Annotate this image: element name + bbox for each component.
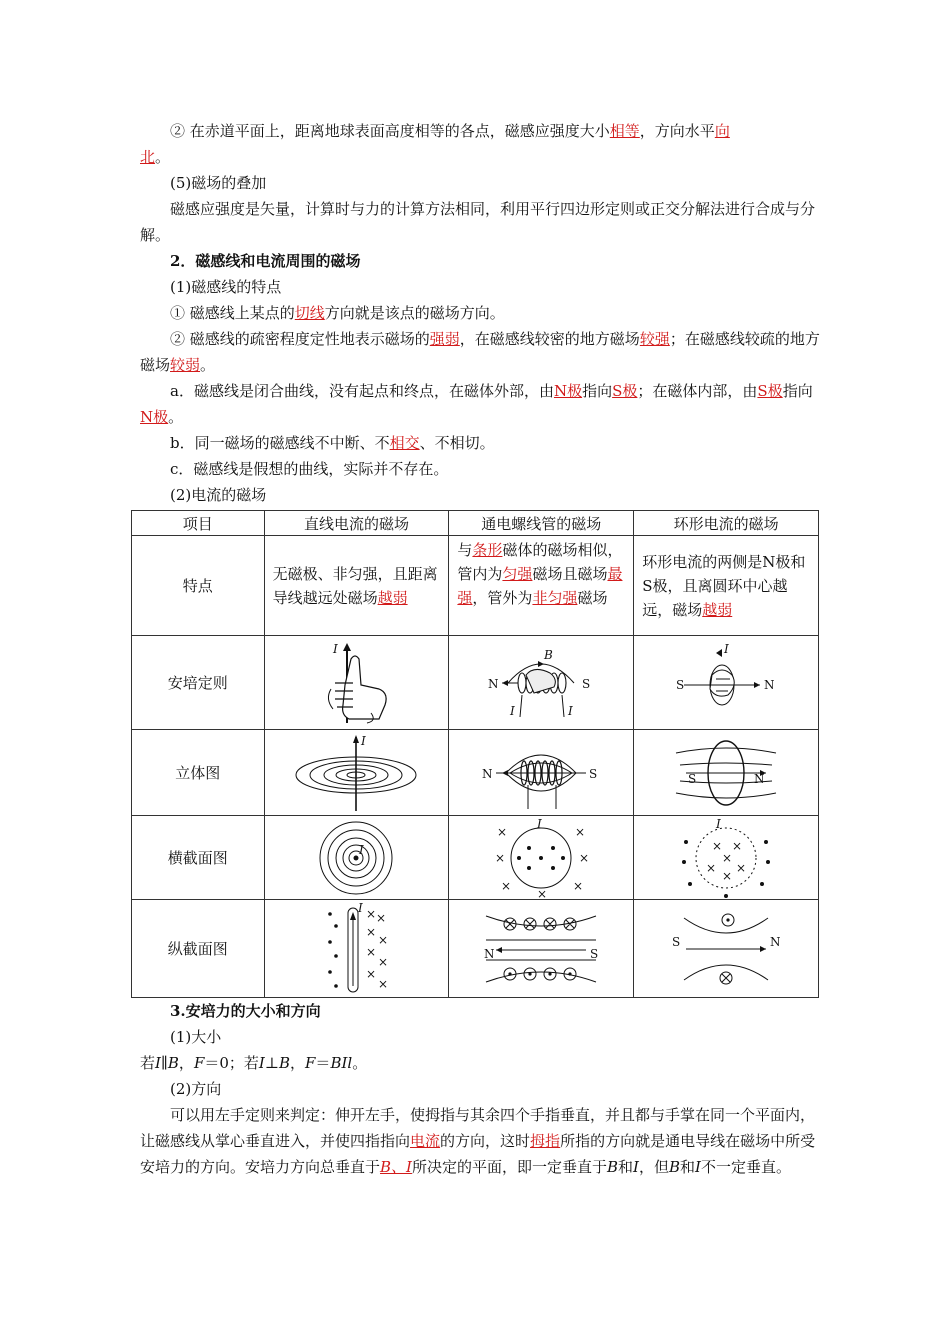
svg-text:I: I <box>358 901 364 915</box>
svg-text:N: N <box>482 766 493 781</box>
solenoid-3d-figure <box>476 733 606 813</box>
straight-wire-longitudinal-figure <box>306 902 406 996</box>
svg-text:×: × <box>501 878 512 893</box>
cell-loop-longitudinal <box>634 900 819 998</box>
svg-text:I: I <box>359 842 365 857</box>
svg-text:I: I <box>716 817 721 831</box>
cell-loop-features: 环形电流的两侧是N极和S极，且离圆环中心越远，磁场越弱 <box>634 536 819 636</box>
svg-text:S: S <box>590 946 599 961</box>
svg-text:S: S <box>672 934 681 949</box>
cell-loop-3d <box>634 730 819 816</box>
svg-text:×: × <box>366 906 377 921</box>
cell-solenoid-ampere <box>449 636 634 730</box>
loop-longitudinal-figure <box>666 902 786 996</box>
right-hand-loop-figure <box>676 639 776 727</box>
svg-text:I: I <box>537 817 543 831</box>
svg-text:×: × <box>579 850 590 865</box>
svg-text:×: × <box>366 924 377 939</box>
header-solenoid: 通电螺线管的磁场 <box>449 511 634 536</box>
svg-text:×: × <box>706 860 717 875</box>
cell-straight-cross <box>264 816 449 900</box>
para-closed-curve: a．磁感线是闭合曲线，没有起点和终点，在磁体外部，由N极指向S极；在磁体内部，由S极指向N极。 <box>140 382 813 426</box>
row-label-ampere: 安培定则 <box>132 636 265 730</box>
loop-3d-figure <box>666 733 786 813</box>
svg-text:N: N <box>764 677 775 692</box>
svg-text:×: × <box>732 838 743 853</box>
svg-text:N: N <box>770 934 781 949</box>
svg-text:N: N <box>754 771 765 786</box>
loop-cross-figure <box>676 818 776 898</box>
row-label-features: 特点 <box>132 536 265 636</box>
para-current-field-title: (2)电流的磁场 <box>170 486 267 504</box>
row-label-longitudinal: 纵截面图 <box>132 900 265 998</box>
para-equator-cont: 北。 <box>140 148 171 166</box>
svg-text:×: × <box>366 966 377 981</box>
svg-text:S: S <box>589 766 598 781</box>
cell-straight-longitudinal <box>264 900 449 998</box>
svg-text:S: S <box>688 771 697 786</box>
para-superposition-title: (5)磁场的叠加 <box>170 174 267 192</box>
svg-text:I: I <box>724 641 729 656</box>
svg-text:×: × <box>378 932 389 947</box>
svg-text:B: B <box>544 647 554 662</box>
cell-loop-ampere <box>634 636 819 730</box>
para-equator: ② 在赤道平面上，距离地球表面高度相等的各点，磁感应强度大小相等，方向水平向 <box>170 122 730 140</box>
svg-text:×: × <box>495 850 506 865</box>
cell-straight-3d <box>264 730 449 816</box>
right-hand-solenoid-figure <box>486 639 596 727</box>
svg-text:×: × <box>736 860 747 875</box>
svg-text:×: × <box>366 944 377 959</box>
para-tangent: ① 磁感线上某点的切线方向就是该点的磁场方向。 <box>170 304 505 322</box>
svg-text:×: × <box>378 976 389 991</box>
solenoid-cross-figure <box>491 818 591 898</box>
para-density: ② 磁感线的疏密程度定性地表示磁场的强弱，在磁感线较密的地方磁场较强；在磁感线较疏的地方磁场较弱。 <box>140 330 820 374</box>
para-no-intersect: b．同一磁场的磁感线不中断、不相交、不相切。 <box>170 434 495 452</box>
para-magnitude: 若I∥B，F＝0；若I⊥B，F＝BIl。 <box>140 1054 368 1072</box>
svg-text:×: × <box>712 838 723 853</box>
svg-text:×: × <box>537 886 548 898</box>
cell-straight-ampere <box>264 636 449 730</box>
svg-text:I: I <box>510 703 516 718</box>
cell-solenoid-features: 与条形磁体的磁场相似，管内为匀强磁场且磁场最强，管外为非匀强磁场 <box>449 536 634 636</box>
header-loop: 环形电流的磁场 <box>634 511 819 536</box>
cell-solenoid-longitudinal <box>449 900 634 998</box>
svg-text:×: × <box>573 878 584 893</box>
section-2-heading: 2．磁感线和电流周围的磁场 <box>170 252 361 270</box>
table-row-longitudinal <box>132 900 819 998</box>
row-label-cross-section: 横截面图 <box>132 816 265 900</box>
section-3-heading: 3.安培力的大小和方向 <box>170 1002 321 1020</box>
table-row-ampere-rule <box>132 636 819 730</box>
current-field-table <box>131 510 819 998</box>
svg-text:N: N <box>484 946 495 961</box>
table-row-cross-section <box>132 816 819 900</box>
para-left-hand-rule: 可以用左手定则来判定：伸开左手，使拇指与其余四个手指垂直，并且都与手掌在同一个平面内，让磁感线从掌心垂直进入，并使四指指向电流的方向，这时拇指所指的方向就是通电导线在磁场中所受安培力的方向。安培力方向总垂直于B、I所决定的平面，即一定垂直于B和I，但B和I不一定垂直。 <box>140 1106 816 1176</box>
svg-text:I: I <box>361 733 367 748</box>
right-hand-straight-wire-figure <box>311 639 401 727</box>
svg-text:×: × <box>575 824 586 839</box>
table-row-3d <box>132 730 819 816</box>
svg-text:×: × <box>376 910 387 925</box>
svg-text:S: S <box>582 676 591 691</box>
row-label-3d: 立体图 <box>132 730 265 816</box>
svg-text:N: N <box>488 676 499 691</box>
header-straight: 直线电流的磁场 <box>264 511 449 536</box>
solenoid-longitudinal-figure <box>476 902 606 996</box>
svg-text:S: S <box>676 677 685 692</box>
table-header-row <box>132 511 819 536</box>
table-row-features <box>132 536 819 636</box>
svg-text:I: I <box>568 703 574 718</box>
para-direction-title: (2)方向 <box>170 1080 222 1098</box>
svg-text:×: × <box>497 824 508 839</box>
svg-text:I: I <box>333 641 339 656</box>
para-imaginary: c．磁感线是假想的曲线，实际并不存在。 <box>170 460 449 478</box>
svg-text:×: × <box>722 850 733 865</box>
straight-wire-3d-figure <box>286 733 426 813</box>
cell-solenoid-3d <box>449 730 634 816</box>
svg-text:×: × <box>378 954 389 969</box>
svg-text:×: × <box>722 868 733 883</box>
cell-loop-cross <box>634 816 819 900</box>
para-field-line-title: (1)磁感线的特点 <box>170 278 282 296</box>
cell-solenoid-cross <box>449 816 634 900</box>
cell-straight-features: 无磁极、非匀强，且距离导线越远处磁场越弱 <box>264 536 449 636</box>
straight-wire-cross-figure <box>311 818 401 898</box>
header-item: 项目 <box>132 511 265 536</box>
para-superposition: 磁感应强度是矢量，计算时与力的计算方法相同，利用平行四边形定则或正交分解法进行合成与分解。 <box>140 200 816 244</box>
para-magnitude-title: (1)大小 <box>170 1028 222 1046</box>
document-page <box>140 118 820 1180</box>
